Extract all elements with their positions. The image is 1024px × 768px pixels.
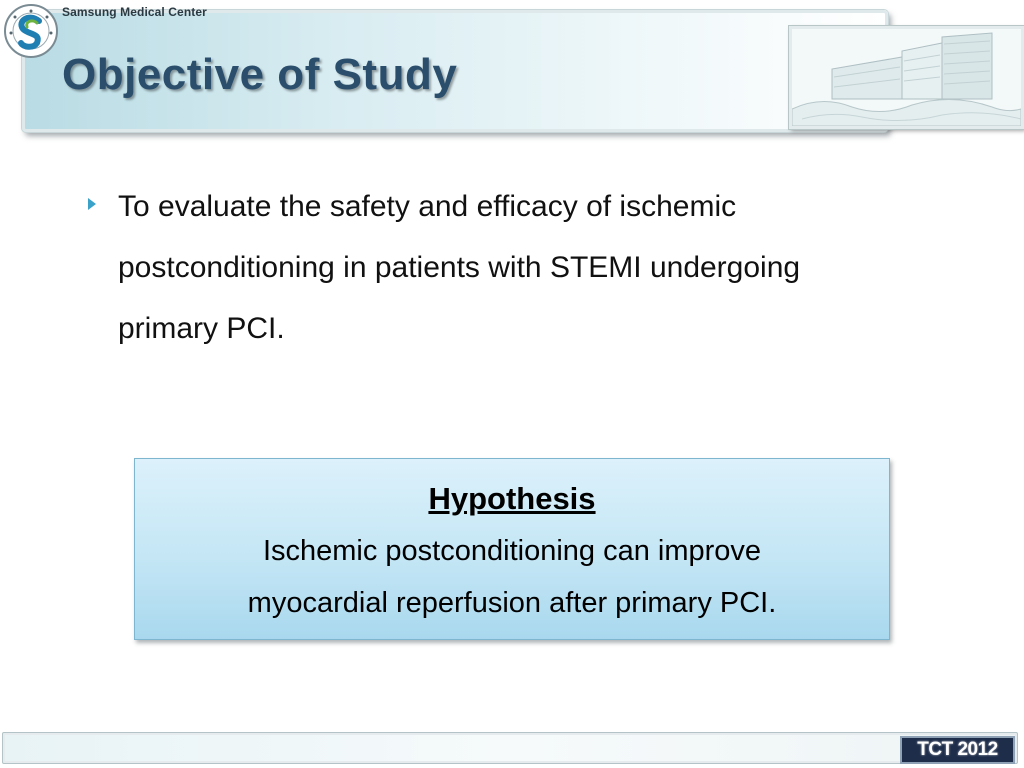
hypothesis-text [135, 525, 889, 629]
hypothesis-line-1: Ischemic postconditioning can improve [262, 535, 762, 567]
university-logo-icon [3, 3, 59, 59]
hospital-building-image [789, 26, 1024, 129]
footer-bar [2, 732, 1018, 764]
organization-name: Samsung Medical Center [62, 5, 207, 19]
slide-title: Objective of Study [62, 50, 458, 99]
hypothesis-box [134, 458, 890, 640]
bullet-text: To evaluate the safety and efficacy of ischemic postconditioning in patients with STEMI undergoing primary PCI. [118, 190, 801, 345]
bullet-arrow-icon [88, 198, 96, 210]
conference-badge: TCT 2012 [900, 736, 1015, 764]
hypothesis-line-2: myocardial reperfusion after primary PCI. [247, 587, 777, 619]
hypothesis-title: Hypothesis [428, 481, 596, 516]
